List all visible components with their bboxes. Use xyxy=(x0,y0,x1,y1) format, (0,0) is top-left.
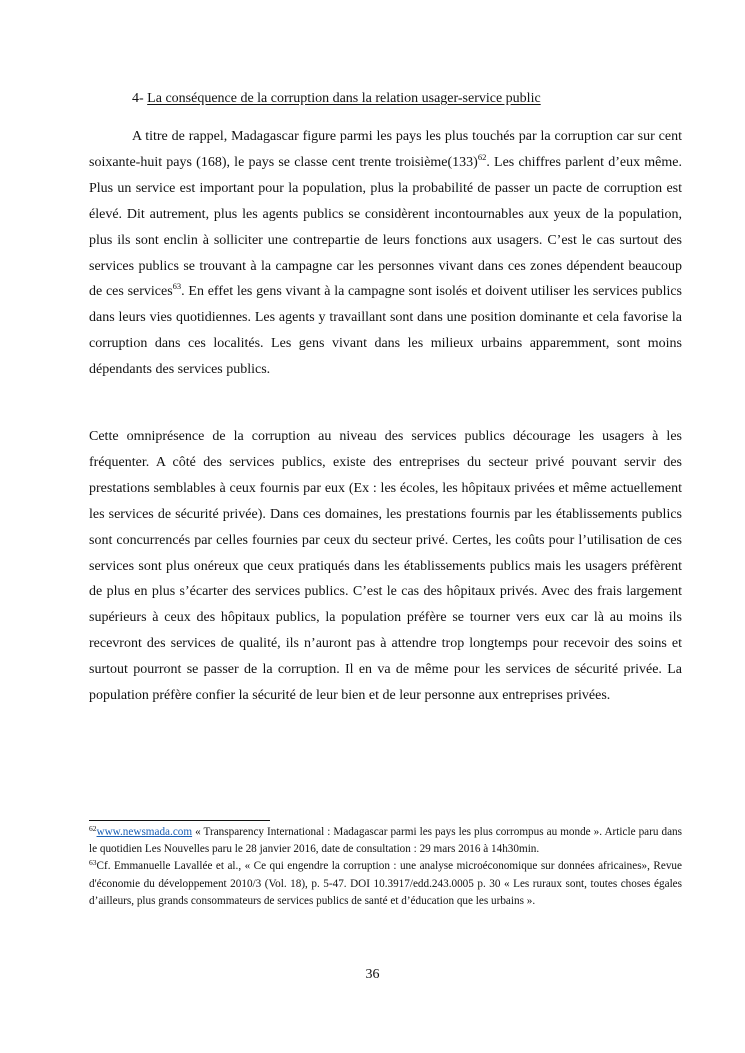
section-title: La conséquence de la corruption dans la relation usager-service public xyxy=(147,91,541,106)
paragraph-1 xyxy=(89,124,682,383)
footnote-63-number: 63 xyxy=(89,858,97,868)
footnote-ref-62[interactable]: 62 xyxy=(477,151,487,162)
section-number: 4- xyxy=(132,91,144,106)
paragraph-1-part-c: . En effet les gens vivant à la campagne sont isolés et doivent utiliser les services publics dans leurs vies quotidiennes. Les agents y travaillant sont dans une position dominante et cela favorise la corruption dans ces localités. Les gens vivant dans les milieux urbains apparemment, sont moins dépendants des services publics. xyxy=(89,284,683,378)
footnote-62 xyxy=(89,824,682,858)
section-heading xyxy=(132,89,541,109)
footnote-63-text: Cf. Emmanuelle Lavallée et al., « Ce qui engendre la corruption : une analyse microéconomique sur données africaines», Revue d'économie du développement 2010/3 (Vol. 18), p. 5-47. DOI 10.3917/edd.243.0005 p. 30 « Les ruraux sont, toutes choses égales d’ailleurs, plus grands consommateurs de services publics de santé et d’éducation que les urbains ». xyxy=(89,860,682,907)
footnote-62-link[interactable]: www.newsmada.com xyxy=(96,826,193,838)
page-number: 36 xyxy=(365,967,380,982)
footnote-62-text: « Transparency International : Madagascar parmi les pays les plus corrompus au monde ». Article paru dans le quotidien Les Nouvelles paru le 28 janvier 2016, date de consultation : 29 mars 2016 à 14h30min. xyxy=(89,826,682,856)
footnote-62-number: 62 xyxy=(89,824,97,833)
footnote-ref-63[interactable]: 63 xyxy=(172,281,182,292)
footnotes xyxy=(89,824,682,910)
paragraph-2: Cette omniprésence de la corruption au niveau des services publics décourage les usagers à les fréquenter. A côté des services publics, existe des entreprises du secteur privé pouvant servir des prestations semblables à ceux fournis par eux (Ex : les écoles, les hôpitaux privées et même actuellement les services de sécurité privée). Dans ces domaines, les prestations fournis par les établissements publics sont concurrencés par celles fournies par ceux du secteur privé. Certes, les coûts pour l’utilisation de ces services sont plus onéreux que ceux pratiqués dans les établissements publics mais les usagers préfèrent de plus en plus s’écarter des services publics. C’est le cas des hôpitaux privés. Avec des frais largement supérieurs à ceux des hôpitaux publics, la population préfère se tourner vers eux car là au moins ils recevront des services de qualité, ils n’auront pas à attendre trop longtemps pour recevoir des soins et surtout pourront se passer de la corruption. Il en va de même pour les services de sécurité privée. La population préfère confier la sécurité de leur bien et de leur personne aux entreprises privées. xyxy=(89,429,682,704)
footnote-63 xyxy=(89,858,682,910)
footnote-separator xyxy=(89,820,270,821)
paragraph-1-part-b: . Les chiffres parlent d’eux même. Plus un service est important pour la population, plus la probabilité de passer un pacte de corruption est élevé. Dit autrement, plus les agents publics se considèrent incontournables aux yeux de la population, plus ils sont enclin à solliciter une contrepartie de leurs fonctions aux usagers. C’est le cas surtout des services publics se trouvant à la campagne car les personnes vivant dans ces zones dépendent beaucoup de ces services xyxy=(89,154,683,300)
paragraph-1-part-a: A titre de rappel, Madagascar figure parmi les pays les plus touchés par la corruption car sur cent soixante-huit pays (168), le pays se classe cent trente troisième(133) xyxy=(89,129,682,170)
